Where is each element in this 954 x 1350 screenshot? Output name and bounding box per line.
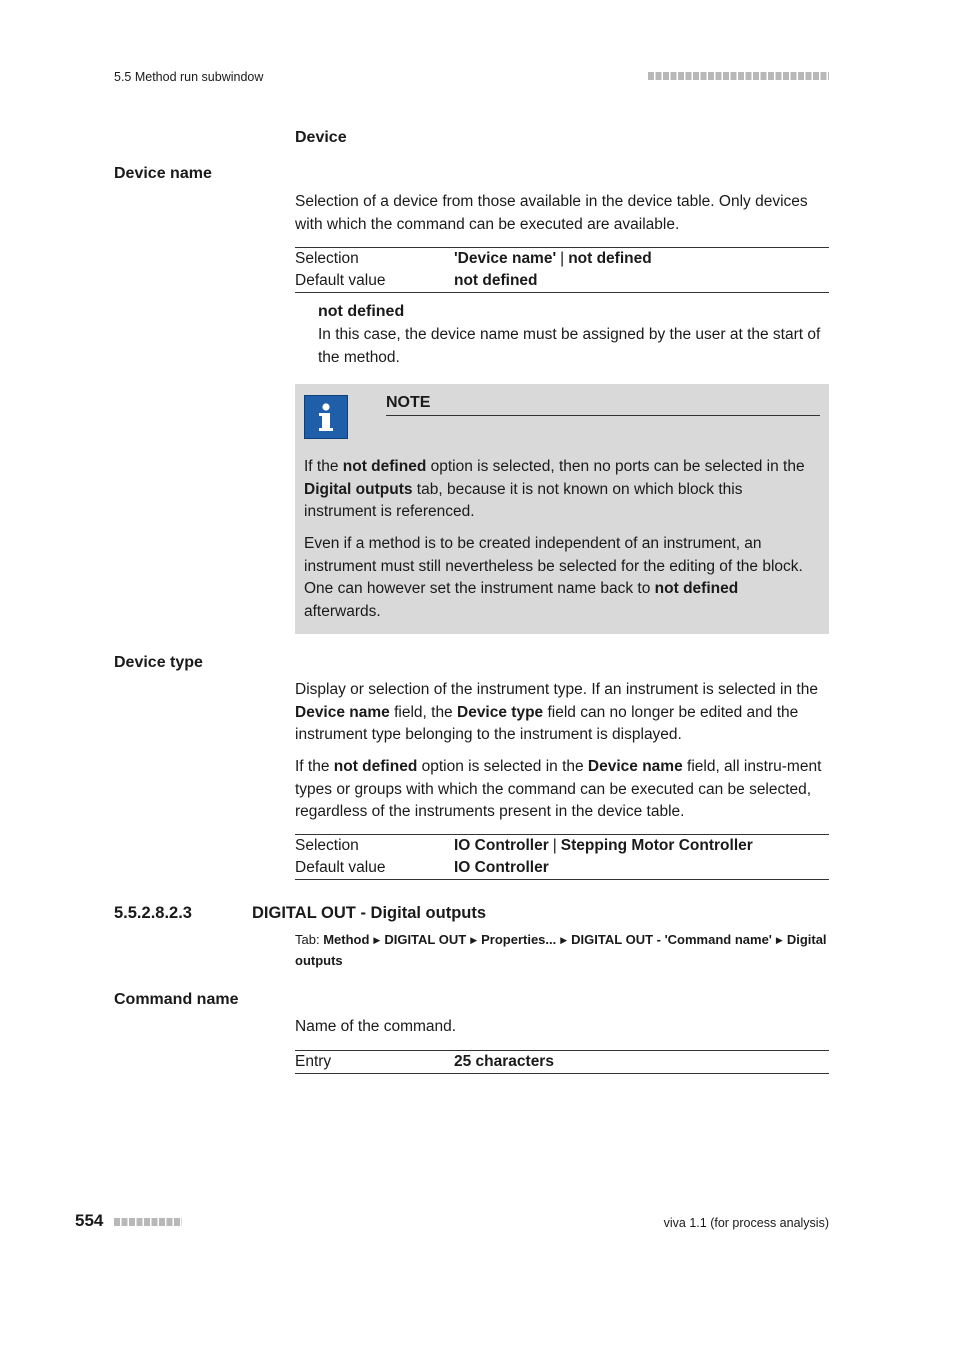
value-separator: | [552,837,557,854]
device-type-label: Device type [114,654,203,671]
section-title: DIGITAL OUT - Digital outputs [252,904,487,922]
default-key: Default value [295,859,386,876]
header-decoration [648,72,829,80]
device-heading: Device [295,129,347,146]
breadcrumb-arrow-icon: ▶ [560,935,568,945]
default-value: not defined [454,272,538,289]
selection-row [295,248,829,270]
breadcrumb-prefix: Tab: [295,932,324,947]
entry-key: Entry [295,1053,332,1070]
entry-row [295,1051,829,1073]
breadcrumb-item-digital-outputs: Digital outputs [295,932,827,968]
breadcrumb-item-properties: Properties... [481,932,557,947]
device-type-paragraph-2: If the not defined option is selected in the Device name field, all instru-ment types or groups with which the command can be executed can be selected, regardless of the instruments present in the device table. [295,758,822,820]
selection-value-2: Stepping Motor Controller [560,837,753,854]
breadcrumb-arrow-icon: ▶ [373,935,381,945]
selection-key: Selection [295,250,359,267]
option-not-defined-description: In this case, the device name must be assigned by the user at the start of the method. [318,326,821,366]
breadcrumb-item-digital-out: DIGITAL OUT [384,932,467,947]
info-icon [304,395,348,439]
selection-row [295,835,829,857]
option-not-defined-title: not defined [318,303,405,320]
selection-key: Selection [295,837,359,854]
device-name-options-table [295,247,829,293]
breadcrumb-arrow-icon: ▶ [470,935,478,945]
breadcrumb-arrow-icon: ▶ [775,935,783,945]
running-header: 5.5 Method run subwindow [114,70,264,84]
device-name-label: Device name [114,165,212,182]
note-box [295,384,829,634]
command-name-label: Command name [114,991,239,1008]
selection-value-1: IO Controller [454,837,549,854]
default-key: Default value [295,272,386,289]
value-separator: | [560,250,565,267]
selection-value-2: not defined [568,250,652,267]
note-paragraph-2: Even if a method is to be created independent of an instrument, an instrument must still nevertheless be selected for the editing of the block. One can however set the instrument name back to not defined afterwards. [304,535,803,620]
breadcrumb-item-method: Method [323,932,370,947]
device-type-options-table [295,834,829,880]
note-paragraph-1: If the not defined option is selected, then no ports can be selected in the Digital outputs tab, because it is not known on which block this instrument is referenced. [304,458,805,520]
default-row [295,857,829,879]
default-row [295,270,829,292]
command-name-options-table [295,1050,829,1074]
command-name-description: Name of the command. [295,1018,457,1035]
device-name-description: Selection of a device from those available in the device table. Only devices with which the command can be executed are available. [295,193,808,233]
section-number: 5.5.2.8.2.3 [114,904,192,922]
breadcrumb [295,930,829,971]
page-number: 554 [75,1211,104,1230]
product-name: viva 1.1 (for process analysis) [663,1216,829,1230]
selection-value-1: 'Device name' [454,250,557,267]
entry-value: 25 characters [454,1053,554,1070]
default-value: IO Controller [454,859,549,876]
breadcrumb-item-command-name: DIGITAL OUT - 'Command name' [571,932,772,947]
note-title: NOTE [386,392,820,416]
footer-decoration [114,1218,182,1226]
device-type-paragraph-1: Display or selection of the instrument type. If an instrument is selected in the Device name field, the Device type field can no longer be edited and the instrument type belonging to the instrument is displayed. [295,681,818,743]
